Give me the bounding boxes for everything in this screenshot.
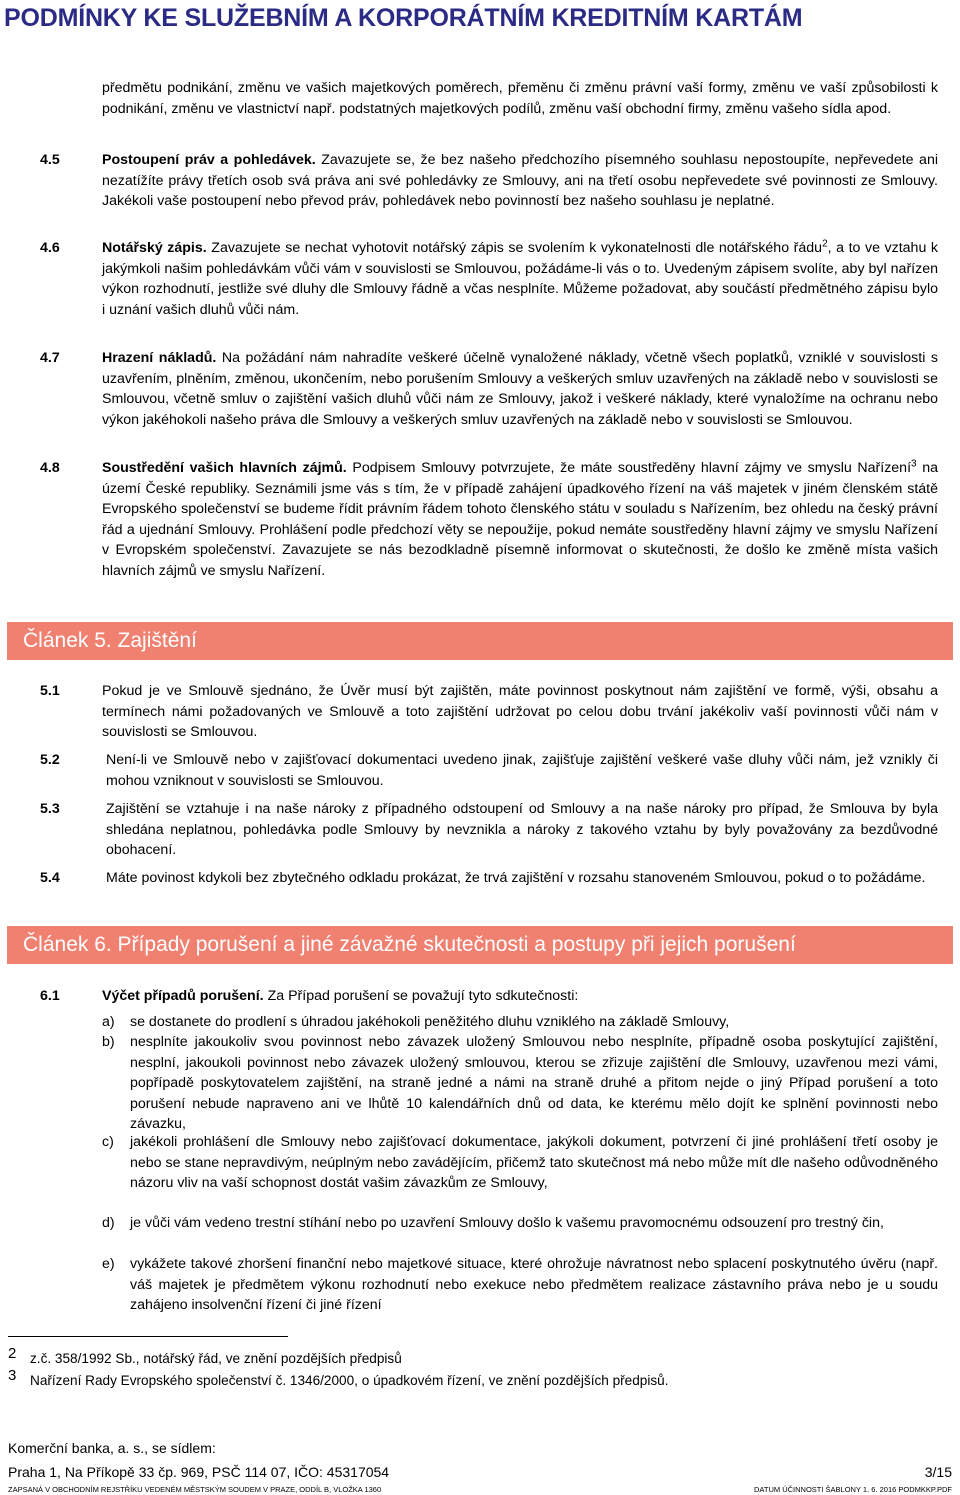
section-text: na území České republiky. Seznámili jsme vás s tím, že v případě zahájení úpadkového řízení na váš majetek v jiném členském státě Evropského společenství se budeme řídit právním řádem tohoto členského státu v souladu s Nařízením, bez ohledu na český právní řád a ujednání Smlouvy. Prohlášení podle předchozí věty se nepoužije, pokud nemáte soustředěny hlavní zájmy ve smyslu Nařízení v Evropském společenství. Zavazujete se nás bezodkladně písemně informovat o skutečnosti, že došlo ke změně místa vašich hlavních zájmů ve smyslu Nařízení.: [102, 460, 938, 579]
footer-registry: ZAPSANÁ V OBCHODNÍM REJSTŘÍKU VEDENÉM MĚSTSKÝM SOUDEM V PRAZE, ODDÍL B, VLOŽKA 1360: [8, 1485, 382, 1494]
footnote-ref: 2: [822, 238, 828, 250]
footnote-ref: 3: [911, 458, 917, 470]
section-text: Za Případ porušení se považují tyto sdkutečnosti:: [263, 988, 579, 1004]
section-heading: Výčet případů porušení.: [102, 988, 264, 1004]
footnote-number: 2: [8, 1345, 17, 1362]
section-number: 4.6: [40, 240, 60, 256]
footer-validity: DATUM ÚČINNOSTI ŠABLONY 1. 6. 2016 PODMKKP.PDF: [754, 1485, 952, 1494]
section-text: Na požádání nám nahradíte veškeré účelně vynaložené náklady, včetně všech poplatků, vzniklé v souvislosti s uzavřením, plněním, změnou, ukončením, nebo porušením Smlouvy a veškerých smluv uzavřených na základě nebo v souvislosti se Smlouvou, včetně smluv o zajištění vašich dluhů vůči nám ze Smlouvy, jakož i veškeré náklady, které vynaložíme na ochranu nebo výkon jakéhokoli našeho práva dle Smlouvy a veškerých smluv uzavřených na základě nebo v souvislosti se Smlouvou.: [102, 350, 938, 428]
section-text: Podpisem Smlouvy potvrzujete, že máte soustředěny hlavní zájmy ve smyslu Nařízení: [346, 460, 912, 476]
section-number: 5.4: [40, 870, 60, 886]
section-text: Zavazujete se nechat vyhotovit notářský zápis se svolením k vykonatelnosti dle notářského řádu: [206, 240, 823, 256]
footer-address: Praha 1, Na Příkopě 33 čp. 969, PSČ 114 07, IČO: 45317054: [8, 1464, 390, 1480]
list-item-letter: d): [102, 1215, 115, 1231]
section-text: Zavazujete se, že bez našeho předchozího písemného souhlasu nepostoupíte, nepřevedete ani nezatížíte právy třetích osob svá práva ani své pohledávky ze Smlouvy, ani na třetí osobu nepřevedete své povinnosti ze Smlouvy. Jakékoli vaše postoupení nebo převod práv, pohledávek nebo povinností bez našeho souhlasu je neplatné.: [102, 152, 938, 209]
section-4-8: [102, 458, 938, 581]
page-title: PODMÍNKY KE SLUŽEBNÍM A KORPORÁTNÍM KREDITNÍM KARTÁM: [4, 4, 803, 32]
section-5-3: Zajištění se vztahuje i na naše nároky z případného odstoupení od Smlouvy a na naše nároky pro případ, že Smlouva by byla shledána neplatnou, pohledávka podle Smlouvy by nevznikla a nároky z takového vztahu by byly považovány za bezdůvodné obohacení.: [106, 801, 938, 858]
list-item-letter: a): [102, 1014, 115, 1030]
section-heading: Notářský zápis.: [102, 240, 207, 256]
page-number: 3/15: [924, 1464, 952, 1480]
section-5-2: Není-li ve Smlouvě nebo v zajišťovací dokumentaci uvedeno jinak, zajišťuje zajištění veškeré vaše dluhy vůči nám, jež vznikly či mohou vzniknout v souvislosti se Smlouvou.: [106, 752, 938, 789]
section-number: 4.7: [40, 350, 60, 366]
list-item: nesplníte jakoukoliv svou povinnost nebo závazek uložený Smlouvou nebo nesplníte, případně osoba poskytující zajištění, nesplní, jakoukoli povinnost nebo závazek uložený smlouvou, kterou se zřizuje zajištění dle Smlouvy, uzavřenou mezi vámi, popřípadě poskytovatelem zajištění, na straně jedné a námi na straně druhé a přitom nejde o jiný Případ porušení a toto porušení nebude napraveno ani ve lhůtě 10 kalendářních dnů od data, ke kterému mělo dojít ke splnění povinnosti nebo závazku,: [130, 1034, 938, 1132]
list-item: vykážete takové zhoršení finanční nebo majetkové situace, které ohrožuje návratnost nebo splacení poskytnutého úvěru (např. váš majetek je předmětem výkonu rozhodnutí nebo exekuce nebo předmětem realizace zástavního práva nebo je u soudu zahájeno insolvenční řízení či jiné řízení: [130, 1256, 938, 1313]
list-item-letter: c): [102, 1134, 114, 1150]
footer-company: Komerční banka, a. s., se sídlem:: [8, 1440, 216, 1456]
article-5-heading: Článek 5. Zajištění: [7, 622, 953, 660]
footnote-text: z.č. 358/1992 Sb., notářský řád, ve znění pozdějších předpisů: [30, 1351, 402, 1366]
section-heading: Postoupení práv a pohledávek.: [102, 152, 316, 168]
section-number: 5.1: [40, 683, 60, 699]
list-item: je vůči vám vedeno trestní stíhání nebo po uzavření Smlouvy došlo k vašemu pravomocnému odsouzení pro trestný čin,: [130, 1215, 884, 1231]
section-number: 4.5: [40, 152, 60, 168]
section-heading: Soustředění vašich hlavních zájmů.: [102, 460, 347, 476]
list-item-letter: b): [102, 1034, 115, 1050]
section-number: 6.1: [40, 988, 60, 1004]
section-number: 5.2: [40, 752, 60, 768]
section-4-6: [102, 238, 938, 320]
list-item: se dostanete do prodlení s úhradou jakéhokoli peněžitého dluhu vzniklého na základě Smlouvy,: [130, 1014, 730, 1030]
footnote-text: Nařízení Rady Evropského společenství č. 1346/2000, o úpadkovém řízení, ve znění pozdějších předpisů.: [30, 1373, 669, 1388]
section-number: 4.8: [40, 460, 60, 476]
section-4-5: [102, 150, 938, 212]
section-4-4-continuation: předmětu podnikání, změnu ve vašich majetkových poměrech, přeměnu či změnu právní vaší formy, změnu ve vaší způsobilosti k podnikání, změnu ve vlastnictví např. podstatných majetkových podílů, změnu vaší obchodní firmy, změnu vašeho sídla apod.: [102, 80, 938, 117]
article-6-heading: Článek 6. Případy porušení a jiné závažné skutečnosti a postupy při jejich porušení: [7, 926, 953, 964]
section-5-1: Pokud je ve Smlouvě sjednáno, že Úvěr musí být zajištěn, máte povinnost poskytnout nám zajištění ve formě, výši, obsahu a termínech námi požadovaných ve Smlouvě a toto zajištění udržovat po celou dobu trvání jakékoliv vaší povinnosti vůči nám v souvislosti se Smlouvou.: [102, 683, 938, 740]
footnote-divider: [8, 1336, 288, 1337]
section-4-7: [102, 348, 938, 430]
list-item-letter: e): [102, 1256, 115, 1272]
list-item: jakékoli prohlášení dle Smlouvy nebo zajišťovací dokumentace, jakýkoli dokument, potvrzení či jiné prohlášení třetí osoby je nebo se stane nepravdivým, neúplným nebo zavádějícím, přičemž tato skutečnost má nebo může mít dle našeho odůvodněného názoru vliv na vaší schopnost dostát vašim závazkům ze Smlouvy,: [130, 1134, 938, 1191]
section-heading: Hrazení nákladů.: [102, 350, 217, 366]
section-number: 5.3: [40, 801, 60, 817]
section-5-4: Máte povinost kdykoli bez zbytečného odkladu prokázat, že trvá zajištění v rozsahu stanoveném Smlouvou, pokud o to požádáme.: [106, 870, 926, 886]
footnote-number: 3: [8, 1367, 17, 1384]
section-6-1: [102, 986, 938, 1007]
section-text: , a to ve vztahu k jakýmkoli našim pohledávkám vůči vám v souvislosti se Smlouvou, požádáme-li vás o to. Uvedeným zápisem svolíte, aby byl nařízen výkon rozhodnutí, jestliže své dluhy dle Smlouvy řádně a včas nesplníte. Můžeme požadovat, aby součástí předmětného zápisu bylo i uznání vašich dluhů vůči nám.: [102, 240, 938, 318]
